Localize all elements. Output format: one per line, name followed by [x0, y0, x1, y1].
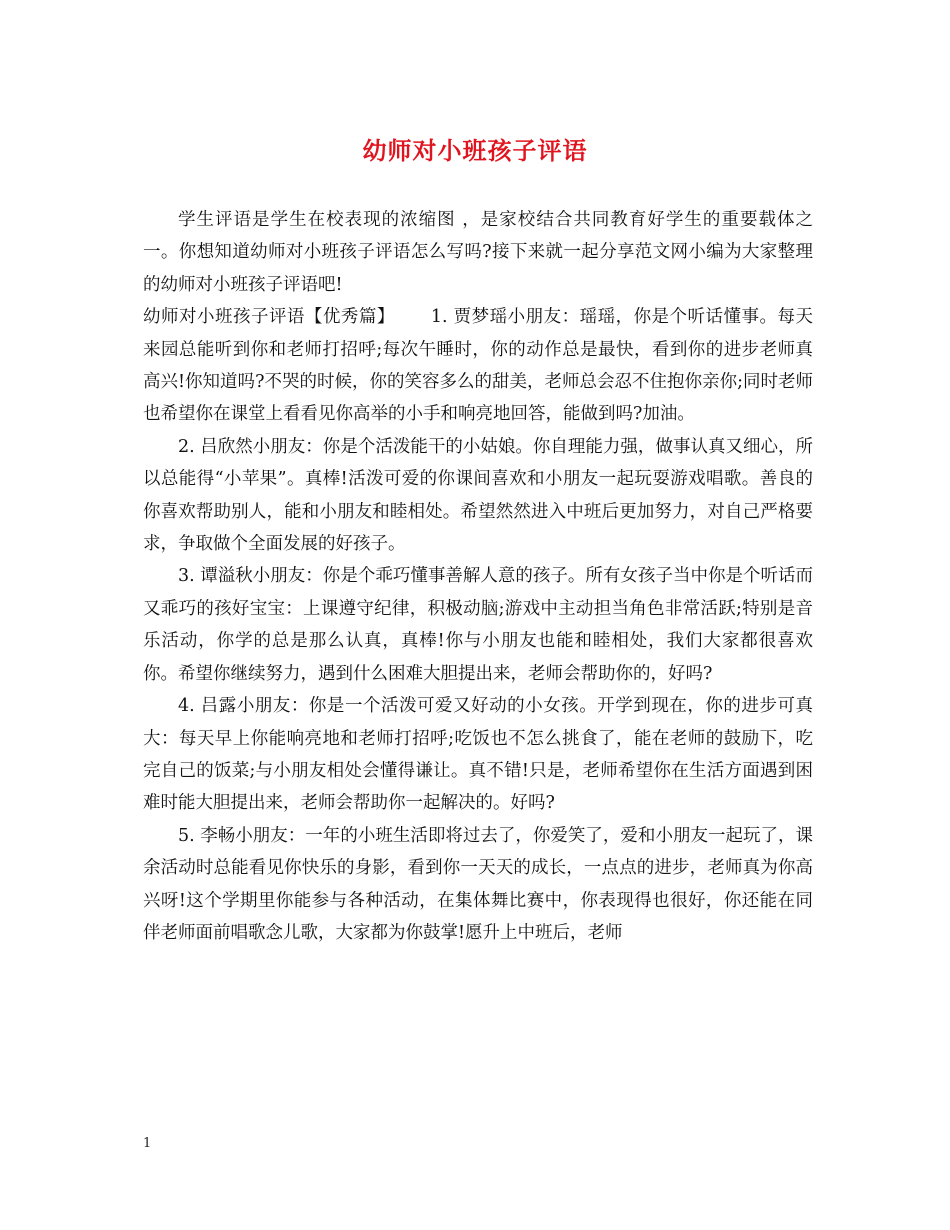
document-body	[143, 204, 813, 949]
section-heading: 幼师对小班孩子评语【优秀篇】	[143, 307, 395, 328]
intro-paragraph: 学生评语是学生在校表现的浓缩图 ，是家校结合共同教育好学生的重要载体之一。你想知道幼师对小班孩子评语怎么写吗?接下来就一起分享范文网小编为大家整理的幼师对小班孩子评语吧!	[143, 210, 813, 295]
item-2-paragraph: 2. 吕欣然小朋友：你是个活泼能干的小姑娘。你自理能力强，做事认真又细心，所以总能得“小苹果”。真棒!活泼可爱的你课间喜欢和小朋友一起玩耍游戏唱歌。善良的你喜欢帮助别人，能和小朋友和睦相处。希望然然进入中班后更加努力，对自己严格要求，争取做个全面发展的好孩子。	[143, 436, 813, 555]
item-1-text: 1. 贾梦瑶小朋友：瑶瑶，你是个听话懂事。每天来园总能听到你和老师打招呼;每次午睡时，你的动作总是最快，看到你的进步老师真高兴!你知道吗?不哭的时候，你的笑容多么的甜美，老师总会忍不住抱你亲你;同时老师也希望你在课堂上看看见你高举的小手和响亮地回答，能做到吗?加油。	[143, 307, 813, 425]
page-title: 幼师对小班孩子评语	[362, 136, 588, 165]
item-3-paragraph: 3. 谭溢秋小朋友：你是个乖巧懂事善解人意的孩子。所有女孩子当中你是个听话而又乖巧的孩好宝宝：上课遵守纪律，积极动脑;游戏中主动担当角色非常活跃;特别是音乐活动，你学的总是那么认真，真棒!你与小朋友也能和睦相处，我们大家都很喜欢你。希望你继续努力，遇到什么困难大胆提出来，老师会帮助你的，好吗?	[143, 566, 813, 684]
item-5-paragraph: 5. 李畅小朋友：一年的小班生活即将过去了，你爱笑了，爱和小朋友一起玩了，课余活动时总能看见你快乐的身影，看到你一天天的成长，一点点的进步，老师真为你高兴呀!这个学期里你能参与各种活动，在集体舞比赛中，你表现得也很好，你还能在同伴老师面前唱歌念儿歌，大家都为你鼓掌!愿升上中班后，老师	[143, 825, 813, 943]
first-item-paragraph	[143, 301, 813, 431]
page-number: 1	[143, 1136, 152, 1151]
item-4-paragraph: 4. 吕露小朋友：你是一个活泼可爱又好动的小女孩。开学到现在，你的进步可真大：每天早上你能响亮地和老师打招呼;吃饭也不怎么挑食了，能在老师的鼓励下，吃完自己的饭菜;与小朋友相处会懂得谦让。真不错!只是，老师希望你在生活方面遇到困难时能大胆提出来，老师会帮助你一起解决的。好吗?	[143, 696, 813, 814]
